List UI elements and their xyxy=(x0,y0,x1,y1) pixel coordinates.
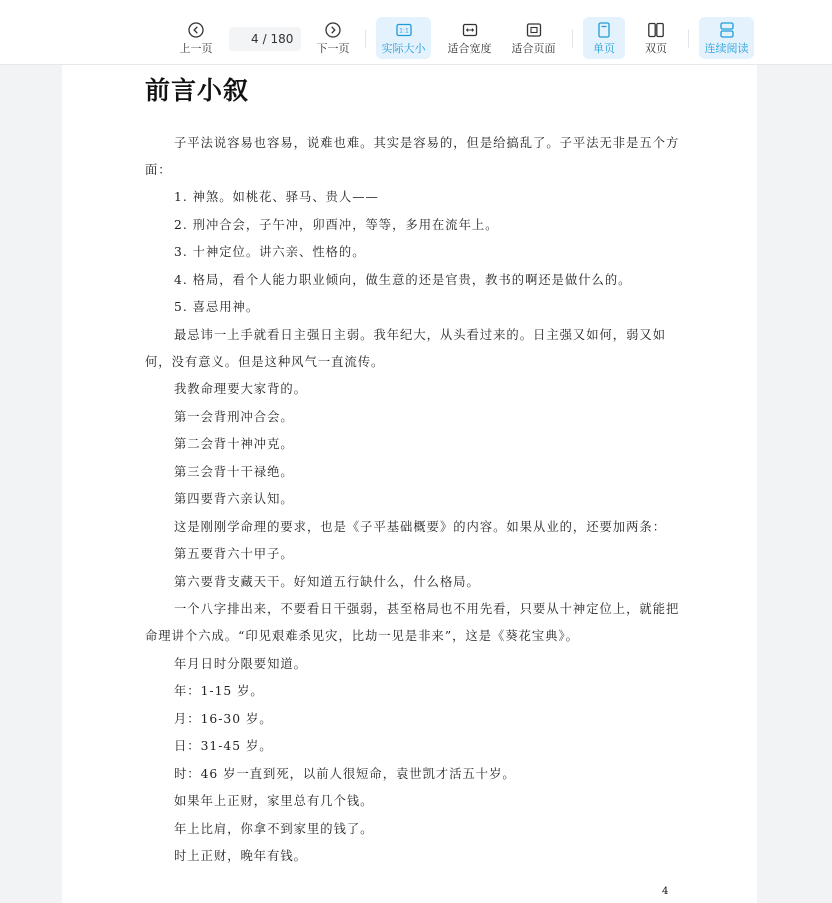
next-page-button[interactable] xyxy=(311,17,355,59)
svg-text:1:1: 1:1 xyxy=(398,27,409,35)
single-page-button[interactable] xyxy=(583,17,625,59)
page-indicator xyxy=(229,27,301,51)
paragraph: 年：1-15 岁。 xyxy=(174,684,264,698)
fit-page-button[interactable] xyxy=(506,17,561,59)
prev-page-button[interactable] xyxy=(174,17,218,59)
continuous-reading-button[interactable] xyxy=(699,17,754,59)
actual-size-button[interactable] xyxy=(376,17,431,59)
double-page-icon xyxy=(647,21,665,39)
paragraph: 时：46 岁一直到死，以前人很短命，袁世凯才活五十岁。 xyxy=(174,767,516,781)
paragraph: 子平法说容易也容易，说难也难。其实是容易的，但是给搞乱了。子平法无非是五个方面： xyxy=(145,136,680,177)
toolbar-divider xyxy=(365,30,366,48)
paragraph: 2. 刑冲合会，子午冲，卯酉冲，等等，多用在流年上。 xyxy=(174,218,499,232)
single-page-icon xyxy=(595,21,613,39)
paragraph: 时上正财，晚年有钱。 xyxy=(174,849,307,863)
chevron-right-circle-icon xyxy=(324,21,342,39)
paragraph: 3. 十神定位。讲六亲、性格的。 xyxy=(174,245,366,259)
paragraph: 第六要背支藏天干。好知道五行缺什么，什么格局。 xyxy=(174,575,480,589)
double-page-button[interactable] xyxy=(635,17,677,59)
paragraph: 第一会背刑冲合会。 xyxy=(174,410,294,424)
prev-page-label: 上一页 xyxy=(179,42,213,55)
paragraph: 4. 格局，看个人能力职业倾向，做生意的还是官贵，教书的啊还是做什么的。 xyxy=(174,273,632,287)
continuous-reading-label: 连续阅读 xyxy=(704,42,749,55)
paragraph: 年上比肩，你拿不到家里的钱了。 xyxy=(174,822,374,836)
paragraph: 第二会背十神冲克。 xyxy=(174,437,294,451)
paragraph: 年月日时分限要知道。 xyxy=(174,657,307,671)
paragraph: 日：31-45 岁。 xyxy=(174,739,273,753)
continuous-scroll-icon xyxy=(718,21,736,39)
paragraph: 第五要背六十甲子。 xyxy=(174,547,294,561)
actual-size-label: 实际大小 xyxy=(381,42,426,55)
paragraph: 5. 喜忌用神。 xyxy=(174,300,260,314)
paragraph: 这是刚刚学命理的要求，也是《子平基础概要》的内容。如果从业的，还要加两条： xyxy=(174,520,666,534)
total-pages: / 180 xyxy=(262,32,294,46)
document-page xyxy=(62,65,757,903)
current-page-input[interactable] xyxy=(237,32,259,46)
fit-page-icon xyxy=(525,21,543,39)
fit-width-button[interactable] xyxy=(442,17,497,59)
paragraph: 一个八字排出来，不要看日干强弱，甚至格局也不用先看，只要从十神定位上，就能把命理讲个六成。“印见艰难杀见灾，比劫一见是非来”，这是《葵花宝典》。 xyxy=(145,602,680,643)
toolbar-divider xyxy=(688,30,689,48)
double-page-label: 双页 xyxy=(645,42,667,55)
paragraph: 月：16-30 岁。 xyxy=(174,712,273,726)
paragraph: 1. 神煞。如桃花、驿马、贵人—— xyxy=(174,190,379,204)
page-title: 前言小叙 xyxy=(145,76,250,105)
fit-width-icon xyxy=(461,21,479,39)
paragraph: 如果年上正财，家里总有几个钱。 xyxy=(174,794,374,808)
paragraph: 我教命理要大家背的。 xyxy=(174,382,307,396)
page-number: 4 xyxy=(662,886,669,897)
single-page-label: 单页 xyxy=(593,42,615,55)
paragraph: 第四要背六亲认知。 xyxy=(174,492,294,506)
chevron-left-circle-icon xyxy=(187,21,205,39)
fit-page-label: 适合页面 xyxy=(511,42,556,55)
paragraph: 第三会背十干禄绝。 xyxy=(174,465,294,479)
toolbar-divider xyxy=(572,30,573,48)
paragraph: 最忌讳一上手就看日主强日主弱。我年纪大，从头看过来的。日主强又如何，弱又如何，没有意义。但是这种风气一直流传。 xyxy=(145,328,666,369)
next-page-label: 下一页 xyxy=(316,42,350,55)
actual-size-icon xyxy=(395,21,413,39)
fit-width-label: 适合宽度 xyxy=(447,42,492,55)
toolbar xyxy=(0,0,832,65)
